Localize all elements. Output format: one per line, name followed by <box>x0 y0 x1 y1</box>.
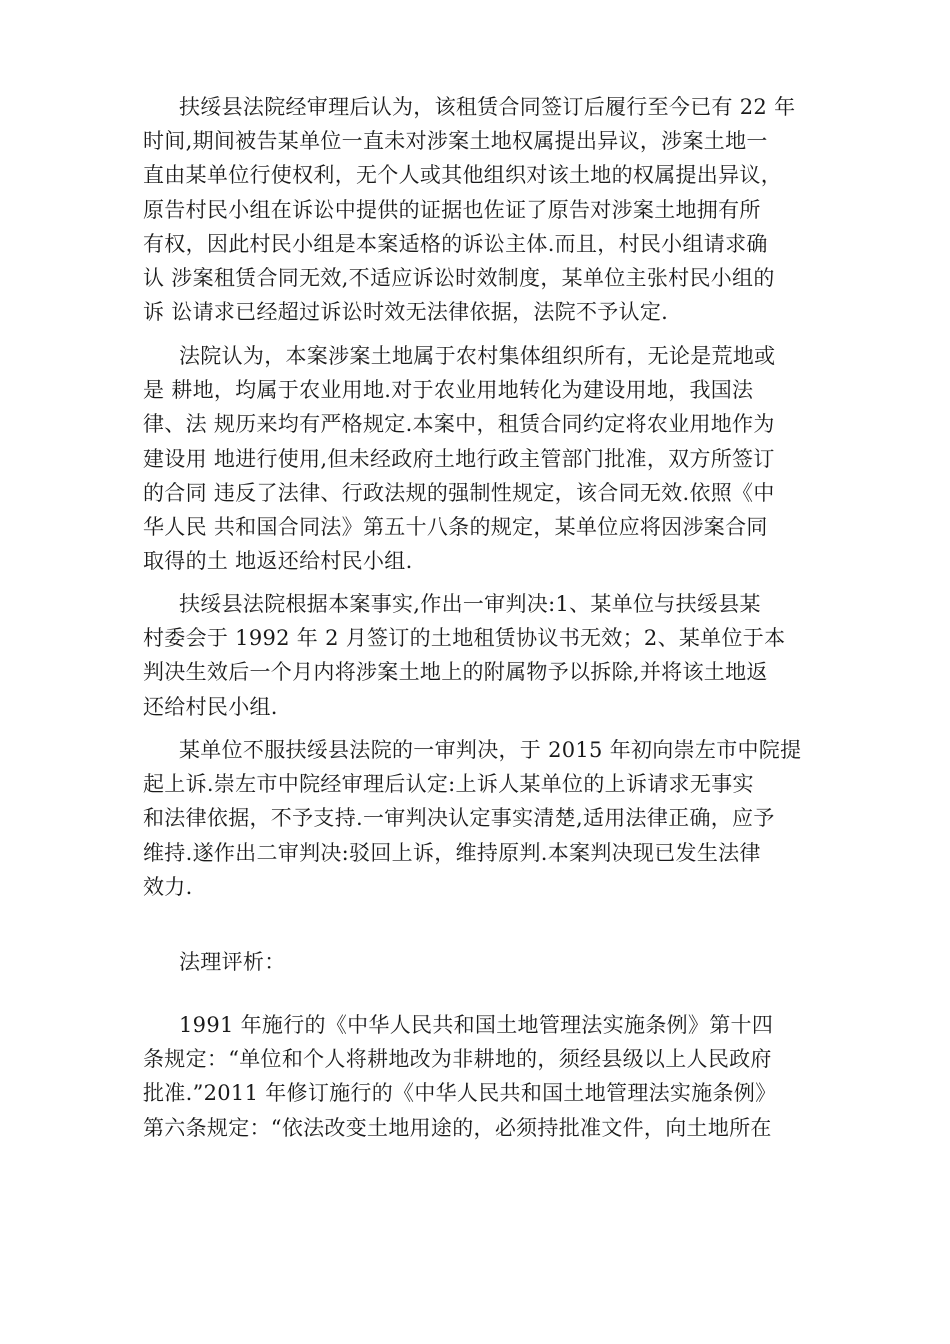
text-line: 有权，因此村民小组是本案适格的诉讼主体.而且，村民小组请求确 <box>143 231 768 256</box>
text-line: 时间,期间被告某单位一直未对涉案土地权属提出异议，涉案土地一 <box>143 129 768 154</box>
paragraph-appeal <box>143 733 823 904</box>
text-line: 法院认为，本案涉案土地属于农村集体组织所有，无论是荒地或 <box>179 344 776 368</box>
text-line: 扶绥县法院根据本案事实,作出一审判决:1、某单位与扶绥县某 <box>179 592 761 616</box>
section-heading-analysis <box>143 945 823 979</box>
paragraph-land-ownership <box>143 339 823 578</box>
paragraph-first-instance <box>143 587 823 724</box>
text-line: 建设用 地进行使用,但未经政府土地行政主管部门批准，双方所签订 <box>143 446 775 471</box>
text-line: 律、法 规历来均有严格规定.本案中，租赁合同约定将农业用地作为 <box>143 412 775 437</box>
text-line: 效力. <box>143 874 193 899</box>
text-line: 第六条规定：“依法改变土地用途的，必须持批准文件，向土地所在 <box>143 1115 772 1140</box>
text-line: 批准.”2011 年修订施行的《中华人民共和国土地管理法实施条例》 <box>143 1081 777 1106</box>
text-line: 村委会于 1992 年 2 月签订的土地租赁协议书无效；2、某单位于本 <box>143 626 786 651</box>
text-line: 1991 年施行的《中华人民共和国土地管理法实施条例》第十四 <box>179 1013 774 1037</box>
text-line: 认 涉案租赁合同无效,不适应诉讼时效制度，某单位主张村民小组的 <box>143 266 775 291</box>
text-line: 诉 讼请求已经超过诉讼时效无法律依据，法院不予认定. <box>143 300 669 325</box>
text-line: 条规定：“单位和个人将耕地改为非耕地的，须经县级以上人民政府 <box>143 1047 772 1072</box>
text-line: 维持.遂作出二审判决:驳回上诉，维持原判.本案判决现已发生法律 <box>143 840 761 865</box>
text-line: 华人民 共和国合同法》第五十八条的规定，某单位应将因涉案合同 <box>143 515 768 540</box>
text-line: 取得的土 地返还给村民小组. <box>143 549 413 574</box>
text-line: 起上诉.崇左市中院经审理后认定:上诉人某单位的上诉请求无事实 <box>143 772 754 797</box>
text-line: 是 耕地，均属于农业用地.对于农业用地转化为建设用地，我国法 <box>143 378 754 403</box>
text-line: 判决生效后一个月内将涉案土地上的附属物予以拆除,并将该土地返 <box>143 660 768 685</box>
text-line: 和法律依据，不予支持.一审判决认定事实清楚,适用法律正确，应予 <box>143 806 775 831</box>
text-line: 还给村民小组. <box>143 694 278 719</box>
section-heading: 法理评析： <box>179 950 286 974</box>
text-line: 的合同 违反了法律、行政法规的强制性规定，该合同无效.依照《中 <box>143 480 775 505</box>
text-line: 原告村民小组在诉讼中提供的证据也佐证了原告对涉案土地拥有所 <box>143 197 761 222</box>
paragraph-analysis <box>143 1008 823 1145</box>
text-line: 扶绥县法院经审理后认为，该租赁合同签订后履行至今已有 22 年 <box>179 95 796 119</box>
text-line: 某单位不服扶绥县法院的一审判决，于 2015 年初向崇左市中院提 <box>179 738 802 762</box>
paragraph-court-reasoning <box>143 90 823 329</box>
text-line: 直由某单位行使权利，无个人或其他组织对该土地的权属提出异议， <box>143 163 782 188</box>
